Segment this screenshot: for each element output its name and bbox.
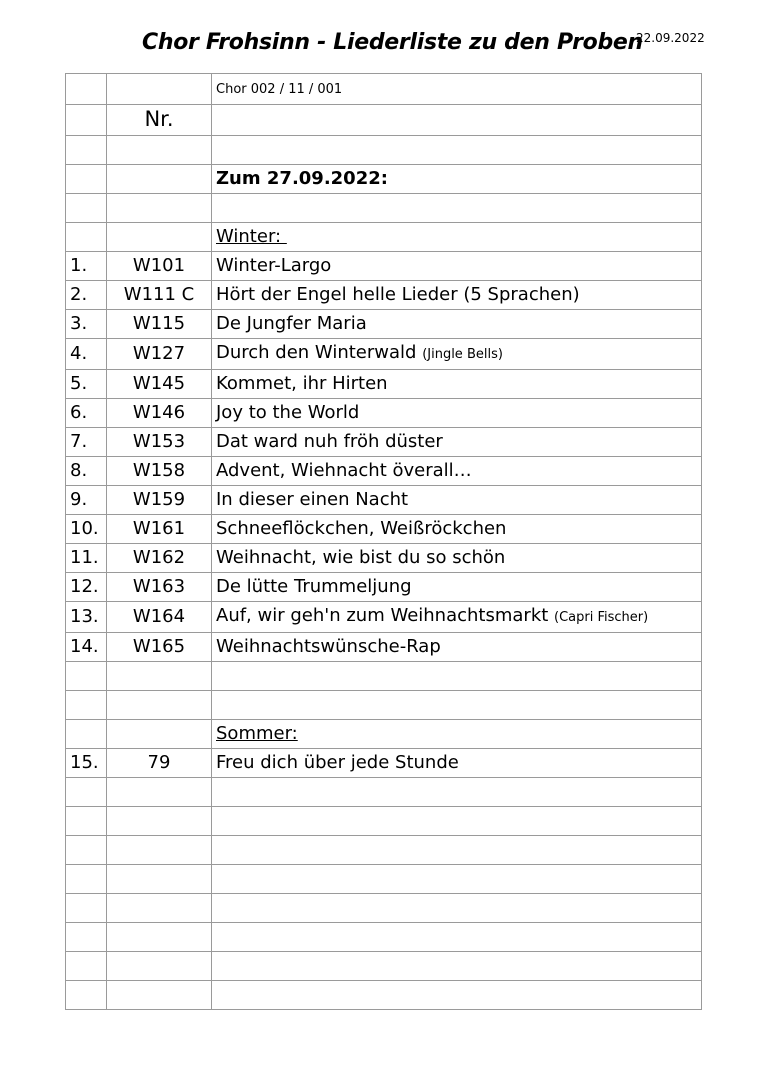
song-number: W115 xyxy=(107,310,212,339)
song-number: W101 xyxy=(107,252,212,281)
song-number: W111 C xyxy=(107,281,212,310)
song-row xyxy=(66,428,702,457)
song-title: Advent, Wiehnacht överall… xyxy=(216,460,472,481)
song-number: W159 xyxy=(107,486,212,515)
song-row xyxy=(66,633,702,662)
table-row xyxy=(66,223,702,252)
song-title-cell xyxy=(212,573,702,602)
table-row xyxy=(66,74,702,105)
song-number: 79 xyxy=(107,749,212,778)
song-position: 14. xyxy=(66,633,107,662)
song-title: Freu dich über jede Stunde xyxy=(216,752,459,773)
song-title-cell xyxy=(212,428,702,457)
song-title-cell xyxy=(212,544,702,573)
song-number: W162 xyxy=(107,544,212,573)
empty-row xyxy=(66,807,702,836)
song-position: 2. xyxy=(66,281,107,310)
song-title-cell xyxy=(212,281,702,310)
song-position: 15. xyxy=(66,749,107,778)
song-title: Schneeflöckchen, Weißröckchen xyxy=(216,518,507,539)
empty-rows xyxy=(66,778,702,1010)
song-row xyxy=(66,310,702,339)
table-row xyxy=(66,691,702,720)
section-heading-winter: Winter: xyxy=(216,226,287,247)
song-row xyxy=(66,749,702,778)
song-row xyxy=(66,339,702,370)
song-number: W145 xyxy=(107,370,212,399)
song-note: (Jingle Bells) xyxy=(422,347,503,362)
song-number: W165 xyxy=(107,633,212,662)
song-position: 11. xyxy=(66,544,107,573)
song-title: Kommet, ihr Hirten xyxy=(216,373,388,394)
table-row xyxy=(66,165,702,194)
song-title: Dat ward nuh fröh düster xyxy=(216,431,443,452)
song-position: 10. xyxy=(66,515,107,544)
song-title-cell xyxy=(212,370,702,399)
song-row xyxy=(66,515,702,544)
song-list-table xyxy=(65,73,702,1010)
song-title: Winter-Largo xyxy=(216,255,332,276)
song-row xyxy=(66,602,702,633)
song-number: W127 xyxy=(107,339,212,370)
table-row xyxy=(66,194,702,223)
page-title: Chor Frohsinn - Liederliste zu den Proben xyxy=(142,30,643,55)
song-note: (Capri Fischer) xyxy=(554,610,649,625)
song-position: 8. xyxy=(66,457,107,486)
song-row xyxy=(66,457,702,486)
song-title-cell xyxy=(212,602,702,633)
song-number: W161 xyxy=(107,515,212,544)
song-title-cell xyxy=(212,515,702,544)
song-position: 3. xyxy=(66,310,107,339)
song-position: 13. xyxy=(66,602,107,633)
song-title-cell xyxy=(212,486,702,515)
song-row xyxy=(66,252,702,281)
song-number: W163 xyxy=(107,573,212,602)
song-title: In dieser einen Nacht xyxy=(216,489,409,510)
empty-row xyxy=(66,778,702,807)
song-number: W153 xyxy=(107,428,212,457)
song-number: W146 xyxy=(107,399,212,428)
song-title: Hört der Engel helle Lieder (5 Sprachen) xyxy=(216,284,580,305)
song-title: Auf, wir geh'n zum Weihnachtsmarkt xyxy=(216,605,549,626)
song-title: De lütte Trummeljung xyxy=(216,576,412,597)
song-title-cell xyxy=(212,749,702,778)
table-row xyxy=(66,105,702,136)
rehearsal-date-heading: Zum 27.09.2022: xyxy=(216,168,388,189)
empty-row xyxy=(66,952,702,981)
song-title: De Jungfer Maria xyxy=(216,313,367,334)
song-position: 7. xyxy=(66,428,107,457)
song-position: 5. xyxy=(66,370,107,399)
song-title-cell xyxy=(212,399,702,428)
song-title: Weihnachtswünsche-Rap xyxy=(216,636,441,657)
summer-song-rows xyxy=(66,749,702,778)
empty-row xyxy=(66,865,702,894)
song-number: W158 xyxy=(107,457,212,486)
song-position: 6. xyxy=(66,399,107,428)
section-heading-sommer: Sommer: xyxy=(216,723,298,744)
empty-row xyxy=(66,923,702,952)
empty-row xyxy=(66,981,702,1010)
song-row xyxy=(66,544,702,573)
song-title: Durch den Winterwald xyxy=(216,342,417,363)
song-position: 12. xyxy=(66,573,107,602)
song-title-cell xyxy=(212,339,702,370)
winter-song-rows xyxy=(66,252,702,662)
table-row xyxy=(66,720,702,749)
song-title: Joy to the World xyxy=(216,402,360,423)
empty-row xyxy=(66,894,702,923)
song-position: 1. xyxy=(66,252,107,281)
empty-row xyxy=(66,836,702,865)
document-code: Chor 002 / 11 / 001 xyxy=(216,82,343,97)
song-title-cell xyxy=(212,457,702,486)
table-row xyxy=(66,662,702,691)
song-row xyxy=(66,573,702,602)
header-date: 22.09.2022 xyxy=(636,31,705,45)
song-row xyxy=(66,281,702,310)
song-title: Weihnacht, wie bist du so schön xyxy=(216,547,506,568)
song-row xyxy=(66,486,702,515)
song-title-cell xyxy=(212,310,702,339)
song-row xyxy=(66,399,702,428)
song-number: W164 xyxy=(107,602,212,633)
song-row xyxy=(66,370,702,399)
nr-column-header: Nr. xyxy=(144,107,174,131)
table-row xyxy=(66,136,702,165)
song-position: 4. xyxy=(66,339,107,370)
song-title-cell xyxy=(212,252,702,281)
song-position: 9. xyxy=(66,486,107,515)
song-title-cell xyxy=(212,633,702,662)
